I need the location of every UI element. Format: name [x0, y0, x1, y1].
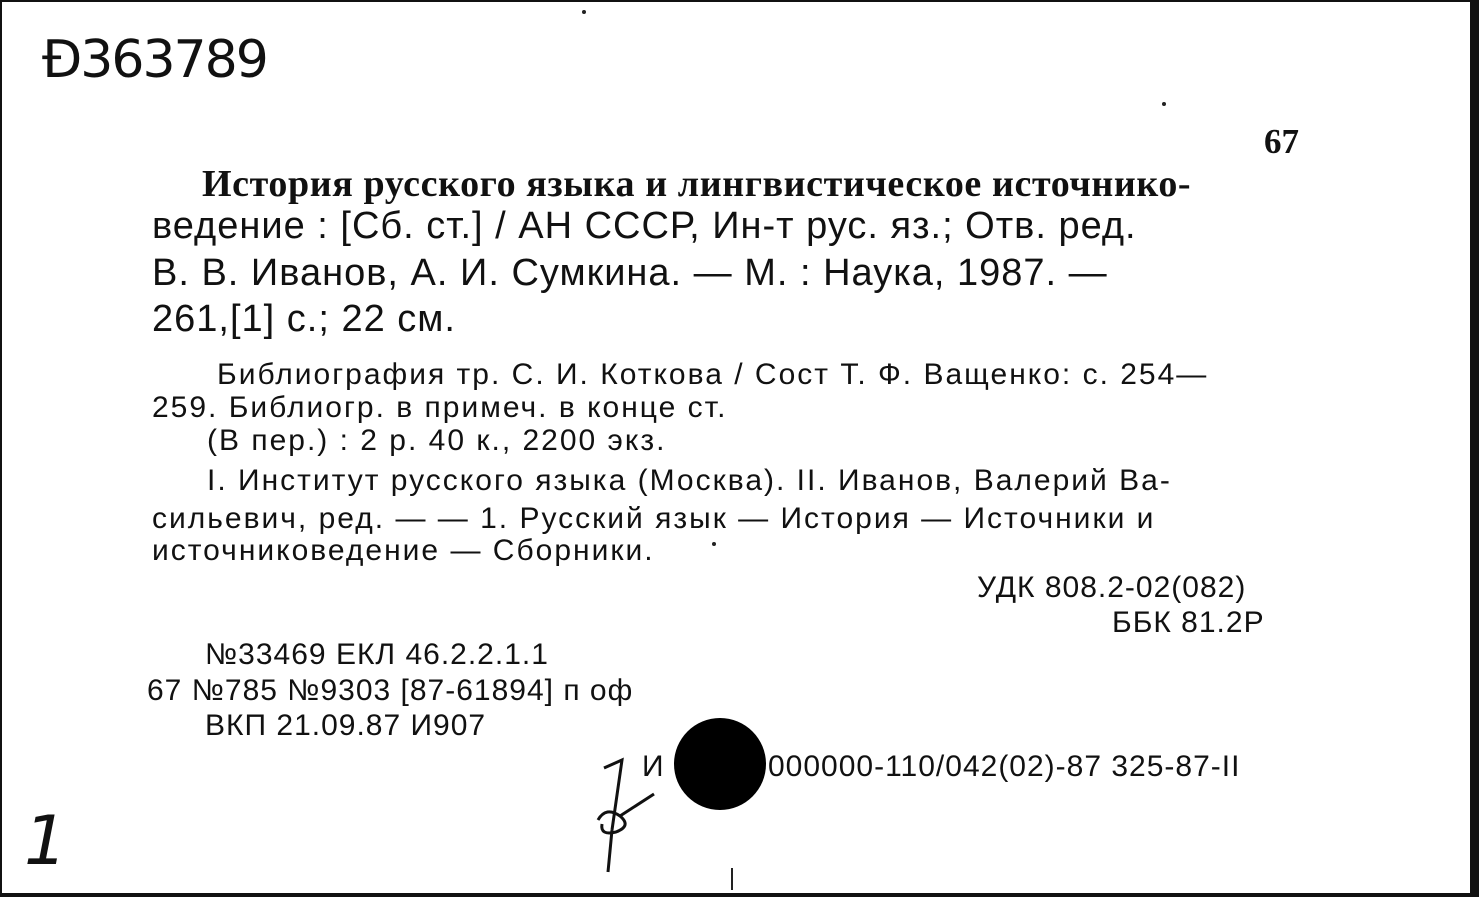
speck: [712, 542, 716, 546]
description-line-4: 261,[1] с.; 22 см.: [152, 298, 456, 340]
publication-code: 000000-110/042(02)-87 325-87-II: [768, 750, 1241, 783]
subject-line: I. Институт русского языка (Москва). II. Иванов, Валерий Ва-: [207, 464, 1172, 497]
registry-line: №33469 ЕКЛ 46.2.2.1.1: [205, 638, 549, 671]
description-line-2: ведение : [Сб. ст.] / АН СССР, Ин-т рус. яз.; Отв. ред.: [152, 205, 1137, 247]
speck: [1162, 102, 1166, 106]
price-line: (В пер.) : 2 р. 40 к., 2200 экз.: [207, 424, 667, 457]
speck: [582, 10, 586, 14]
card-number: 67: [1264, 122, 1299, 161]
code-prefix: И: [642, 750, 665, 783]
subject-line: источниковедение — Сборники.: [152, 534, 655, 567]
subject-line: сильевич, ред. — — 1. Русский язык — История — Источники и: [152, 502, 1156, 535]
note-line: 259. Библиогр. в примеч. в конце ст.: [152, 391, 728, 424]
description-line-3: В. В. Иванов, А. И. Сумкина. — М. : Наука, 1987. —: [152, 252, 1108, 294]
margin-mark: 1: [24, 802, 68, 881]
bottom-tick: [731, 868, 733, 890]
note-line: Библиография тр. С. И. Коткова / Сост Т. Ф. Ващенко: с. 254—: [217, 358, 1209, 391]
registry-line: ВКП 21.09.87 И907: [205, 709, 487, 742]
bbk-code: ББК 81.2Р: [1112, 606, 1265, 639]
registry-line: 67 №785 №9303 [87-61894] п оф: [147, 674, 634, 707]
udk-code: УДК 808.2-02(082): [977, 571, 1247, 604]
description-line-1: История русского языка и лингвистическое источнико-: [202, 163, 1192, 205]
handwritten-mark-icon: [592, 750, 672, 880]
punch-hole: [674, 718, 766, 810]
inventory-number: Ɖ363789: [42, 30, 267, 90]
